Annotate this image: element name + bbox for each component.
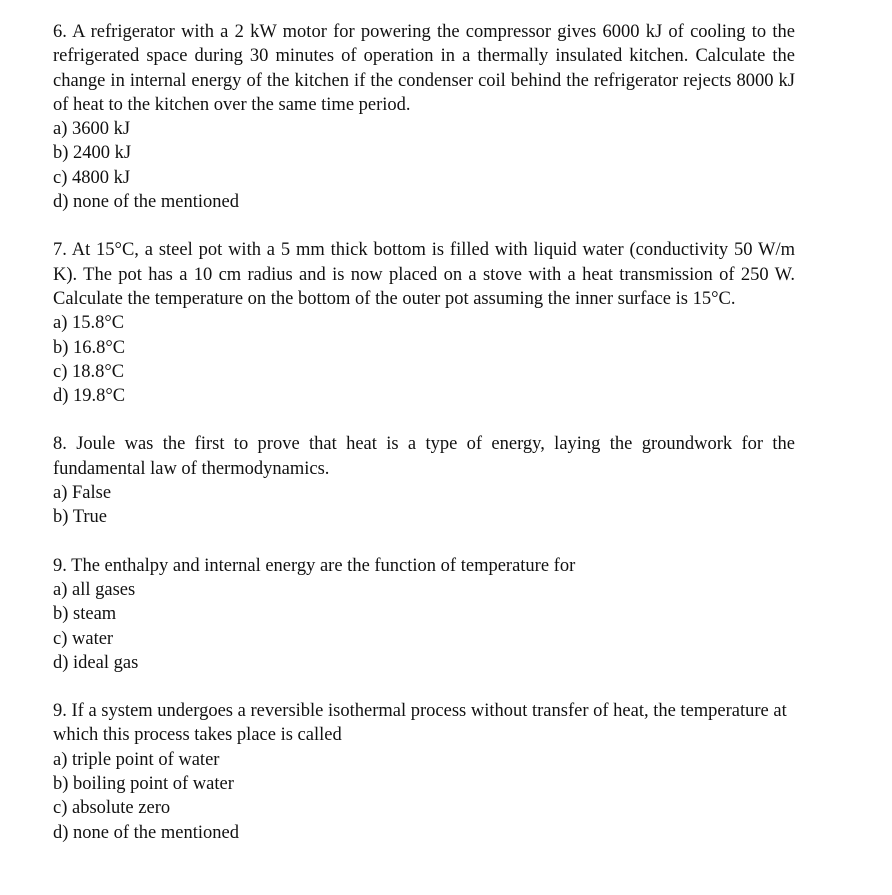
option-b: b) boiling point of water (53, 774, 234, 795)
option-b: b) 16.8°C (53, 337, 126, 358)
option-d: d) 19.8°C (53, 386, 126, 407)
question-stem: 8. Joule was the first to prove that heat is a type of energy, laying the groundwork for the fundamental law of thermodynamics. (53, 434, 795, 479)
option-a: a) all gases (53, 579, 136, 600)
option-a: a) False (53, 483, 112, 504)
option-a: a) 15.8°C (53, 313, 125, 334)
option-d: d) none of the mentioned (53, 192, 239, 213)
option-c: c) 18.8°C (53, 361, 125, 382)
option-b: b) True (53, 507, 107, 528)
question-9-enthalpy (53, 554, 795, 675)
question-document (53, 20, 795, 869)
option-c: c) absolute zero (53, 798, 171, 819)
question-stem: 6. A refrigerator with a 2 kW motor for powering the compressor gives 6000 kJ of cooling to the refrigerated space during 30 minutes of operation in a thermally insulated kitchen. Calculate the change in internal energy of the kitchen if the condenser coil behind the refrigerator rejects 8000 kJ of heat to the kitchen over the same time period. (53, 22, 795, 115)
question-8 (53, 432, 795, 529)
option-d: d) none of the mentioned (53, 822, 239, 843)
option-b: b) 2400 kJ (53, 143, 132, 164)
option-a: a) triple point of water (53, 749, 220, 770)
option-c: c) water (53, 628, 114, 649)
question-stem: 9. The enthalpy and internal energy are the function of temperature for (53, 555, 576, 576)
option-c: c) 4800 kJ (53, 167, 131, 188)
option-d: d) ideal gas (53, 652, 139, 673)
option-a: a) 3600 kJ (53, 119, 131, 140)
option-b: b) steam (53, 604, 117, 625)
question-9-isothermal (53, 699, 795, 845)
question-stem: 9. If a system undergoes a reversible isothermal process without transfer of heat, the temperature at which this process takes place is called (53, 701, 787, 746)
question-7 (53, 238, 795, 408)
question-stem: 7. At 15°C, a steel pot with a 5 mm thick bottom is filled with liquid water (conductivity 50 W/m K). The pot has a 10 cm radius and is now placed on a stove with a heat transmission of 250 W. Calculate the temperature on the bottom of the outer pot assuming the inner surface is 15°C. (53, 240, 795, 309)
question-6 (53, 20, 795, 214)
